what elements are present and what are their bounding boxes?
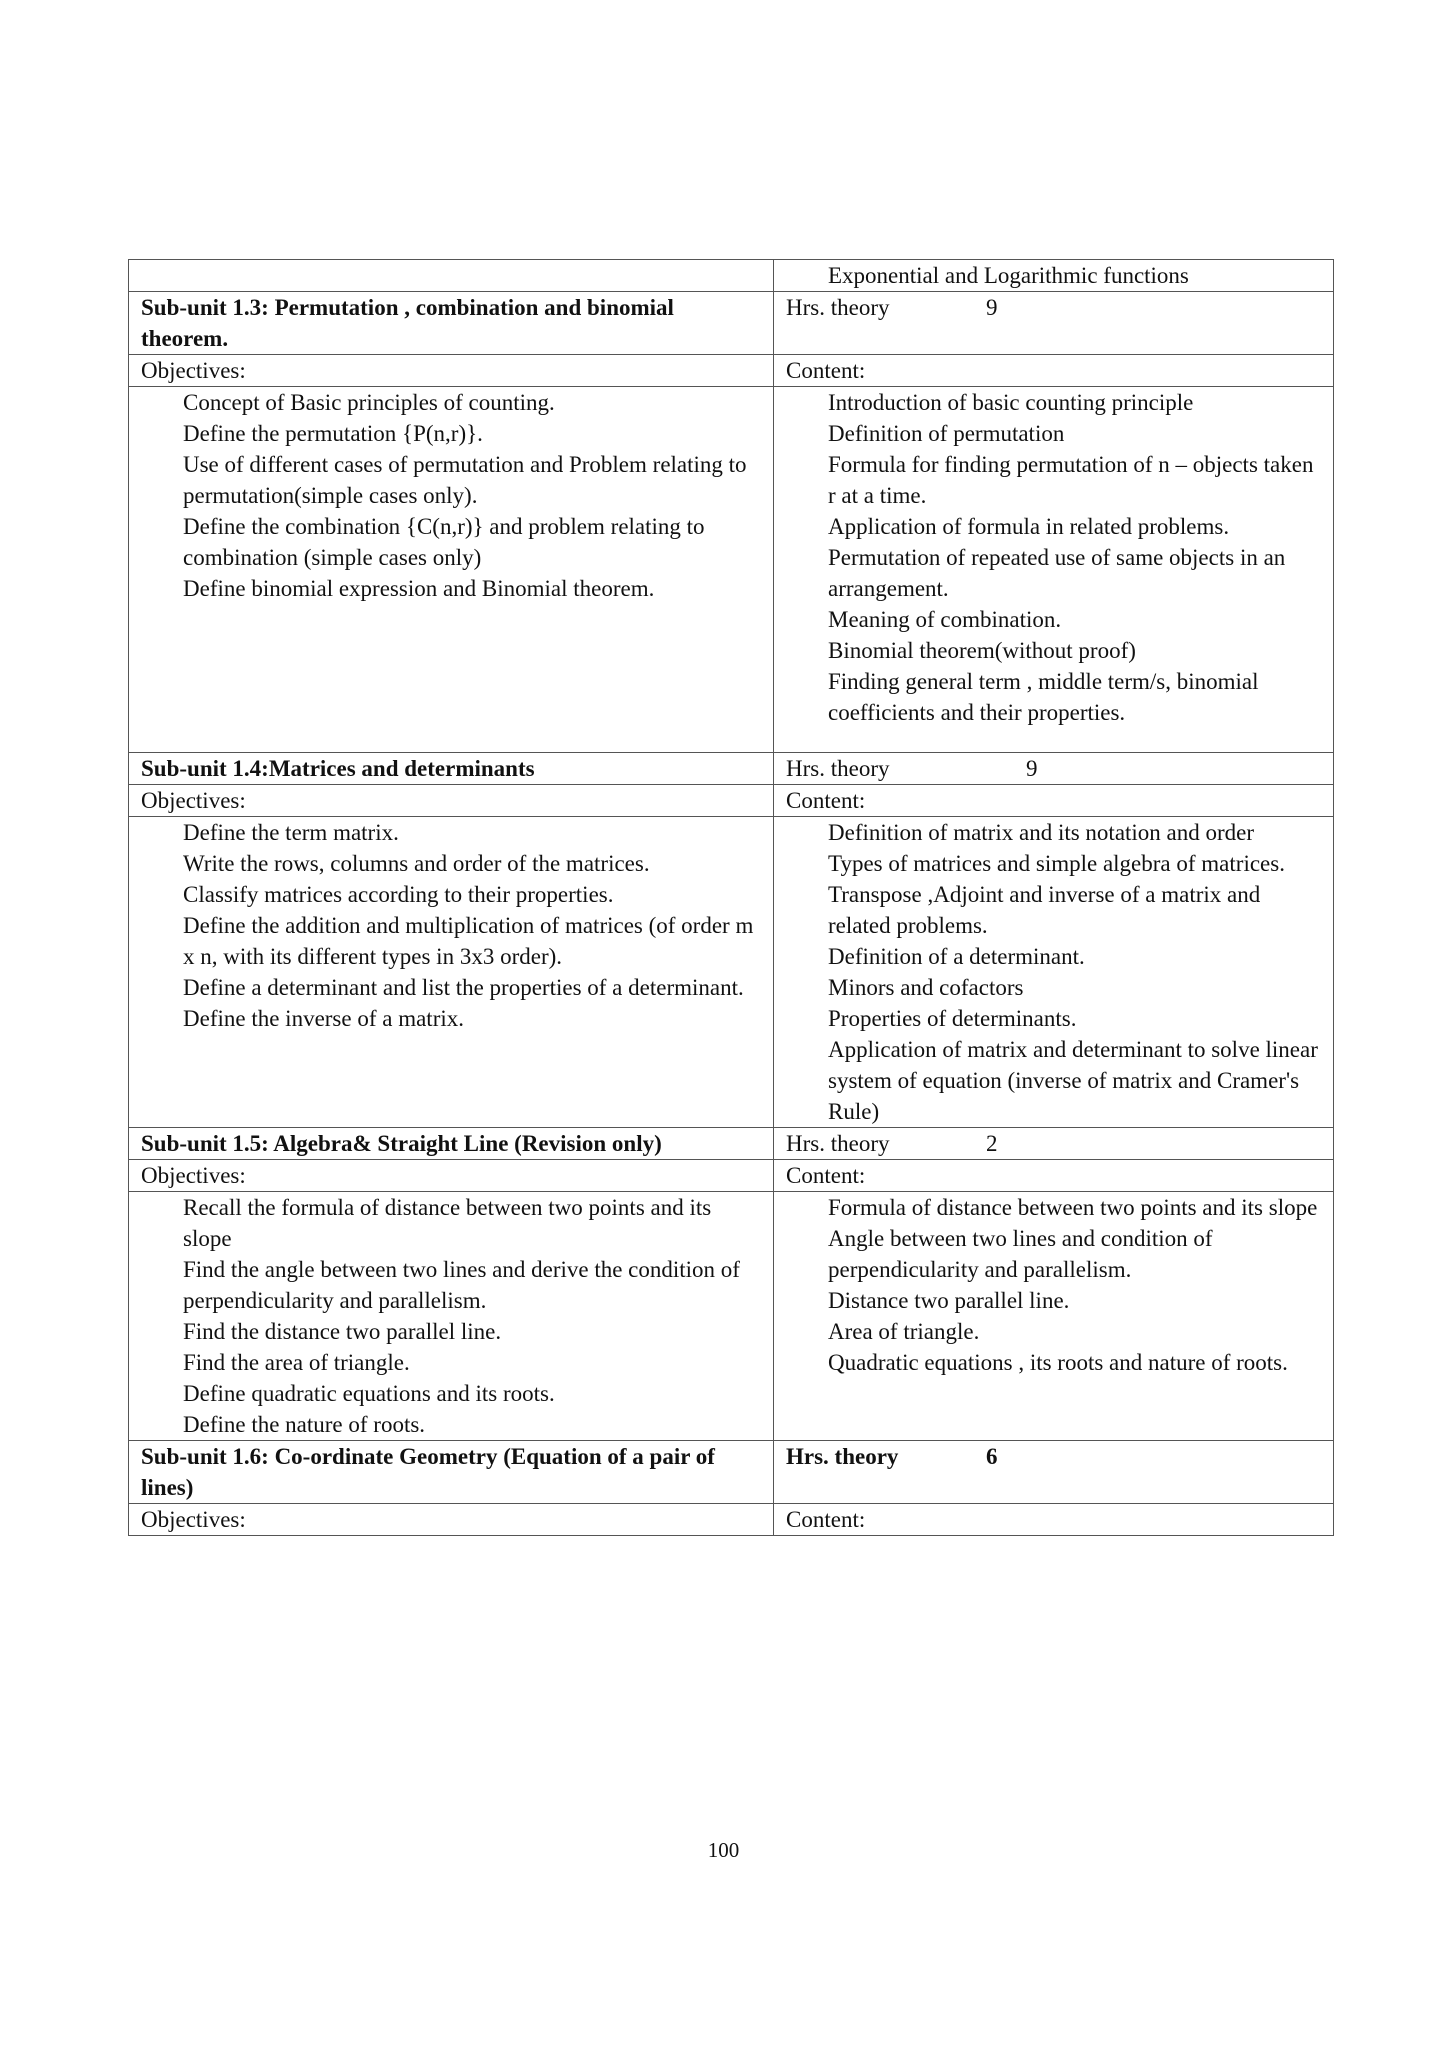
content-item: Formula of distance between two points and its slope (828, 1195, 1318, 1220)
objectives-label: Objectives: (129, 1160, 774, 1192)
content-item: Transpose ,Adjoint and inverse of a matrix and related problems. (828, 882, 1261, 938)
objective-item: Write the rows, columns and order of the matrices. (183, 851, 650, 876)
objective-item: Define the permutation {P(n,r)}. (183, 421, 483, 446)
content-item: Meaning of combination. (828, 607, 1062, 632)
objective-item: Define the combination {C(n,r)} and problem relating to combination (simple cases only) (183, 514, 705, 570)
hrs-cell (774, 292, 1334, 355)
subunit-title: Sub-unit 1.5: Algebra& Straight Line (Revision only) (129, 1128, 774, 1160)
hrs-value: 6 (986, 1444, 998, 1469)
objective-item: Define the term matrix. (183, 820, 399, 845)
content-item: Angle between two lines and condition of perpendicularity and parallelism. (828, 1226, 1213, 1282)
content-item: Definition of permutation (828, 421, 1065, 446)
content-item: Permutation of repeated use of same objects in an arrangement. (828, 545, 1286, 601)
content-item: Binomial theorem(without proof) (828, 638, 1136, 663)
content-label: Content: (774, 1160, 1334, 1192)
content-item: Finding general term , middle term/s, binomial coefficients and their properties. (828, 669, 1259, 725)
label-row (129, 355, 1334, 387)
objective-item: Find the distance two parallel line. (183, 1319, 502, 1344)
objective-item: Recall the formula of distance between two points and its slope (183, 1195, 712, 1251)
content-item: Introduction of basic counting principle (828, 390, 1194, 415)
subunit-header-row (129, 1441, 1334, 1504)
content-item: Minors and cofactors (828, 975, 1024, 1000)
objectives-label: Objectives: (129, 1504, 774, 1536)
objective-item: Find the area of triangle. (183, 1350, 410, 1375)
objective-item: Define a determinant and list the properties of a determinant. (183, 975, 744, 1000)
content-item: Application of formula in related problems. (828, 514, 1230, 539)
label-row (129, 1504, 1334, 1536)
objective-item: Use of different cases of permutation and Problem relating to permutation(simple cases only). (183, 452, 747, 508)
list-row (129, 817, 1334, 1128)
objective-item: Define the inverse of a matrix. (183, 1006, 464, 1031)
subunit-title: Sub-unit 1.6: Co-ordinate Geometry (Equation of a pair of lines) (129, 1441, 774, 1504)
subunit-title: Sub-unit 1.3: Permutation , combination and binomial theorem. (129, 292, 774, 355)
objective-item: Define the addition and multiplication of matrices (of order m x n, with its different types in 3x3 order). (183, 913, 754, 969)
hrs-label: Hrs. theory (786, 1444, 899, 1469)
content-item: Types of matrices and simple algebra of matrices. (828, 851, 1285, 876)
content-item: Definition of matrix and its notation and order (828, 820, 1255, 845)
objectives-list (129, 817, 774, 1128)
page-number: 100 (707, 1838, 740, 1862)
hrs-label: Hrs. theory (786, 756, 890, 781)
content-list (774, 817, 1334, 1128)
content-item: Quadratic equations , its roots and nature of roots. (828, 1350, 1288, 1375)
subunit-header-row (129, 753, 1334, 785)
objective-item: Define the nature of roots. (183, 1412, 426, 1437)
content-item: Exponential and Logarithmic functions (828, 263, 1189, 288)
table-cell (774, 260, 1334, 292)
content-label: Content: (774, 1504, 1334, 1536)
objective-item: Define quadratic equations and its roots. (183, 1381, 555, 1406)
content-list (774, 387, 1334, 753)
content-item: Distance two parallel line. (828, 1288, 1070, 1313)
content-list (774, 1192, 1334, 1441)
subunit-header-row (129, 1128, 1334, 1160)
hrs-cell (774, 1128, 1334, 1160)
content-label: Content: (774, 785, 1334, 817)
list-row (129, 1192, 1334, 1441)
content-item: Area of triangle. (828, 1319, 980, 1344)
subunit-header-row (129, 292, 1334, 355)
content-item: Application of matrix and determinant to solve linear system of equation (inverse of matrix and Cramer's Rule) (828, 1037, 1318, 1124)
list-row (129, 387, 1334, 753)
objectives-label: Objectives: (129, 785, 774, 817)
table-row (129, 260, 1334, 292)
hrs-value: 2 (986, 1131, 998, 1156)
objectives-list (129, 387, 774, 753)
objective-item: Concept of Basic principles of counting. (183, 390, 555, 415)
label-row (129, 1160, 1334, 1192)
table-cell (129, 260, 774, 292)
objective-item: Find the angle between two lines and derive the condition of perpendicularity and parallelism. (183, 1257, 740, 1313)
label-row (129, 785, 1334, 817)
hrs-value: 9 (1026, 756, 1038, 781)
objectives-list (129, 1192, 774, 1441)
syllabus-table (128, 259, 1334, 1536)
content-item: Definition of a determinant. (828, 944, 1085, 969)
hrs-cell (774, 753, 1334, 785)
objective-item: Classify matrices according to their properties. (183, 882, 614, 907)
hrs-label: Hrs. theory (786, 295, 890, 320)
hrs-label: Hrs. theory (786, 1131, 890, 1156)
content-item: Properties of determinants. (828, 1006, 1077, 1031)
content-label: Content: (774, 355, 1334, 387)
objective-item: Define binomial expression and Binomial theorem. (183, 576, 655, 601)
hrs-cell (774, 1441, 1334, 1504)
content-item: Formula for finding permutation of n – objects taken r at a time. (828, 452, 1314, 508)
subunit-title: Sub-unit 1.4:Matrices and determinants (129, 753, 774, 785)
hrs-value: 9 (986, 295, 998, 320)
objectives-label: Objectives: (129, 355, 774, 387)
